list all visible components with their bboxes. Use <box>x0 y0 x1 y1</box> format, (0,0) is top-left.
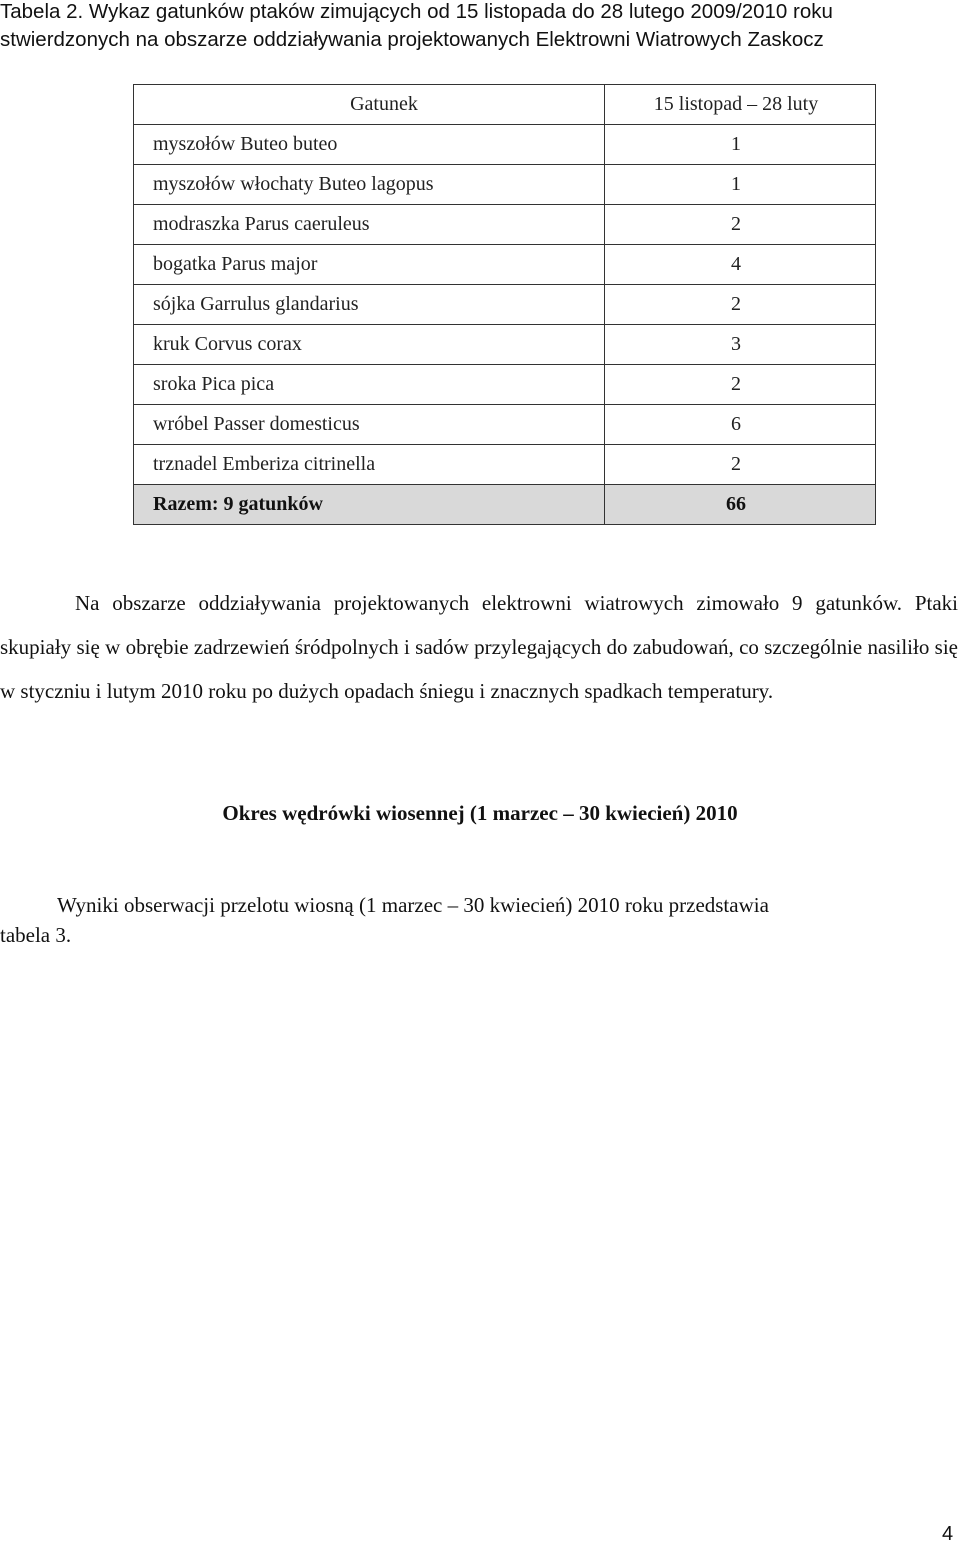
count-cell: 1 <box>605 125 876 165</box>
species-cell: myszołów włochaty Buteo lagopus <box>134 165 605 205</box>
count-cell: 6 <box>605 405 876 445</box>
species-table <box>133 84 876 525</box>
summary-paragraph <box>0 581 958 713</box>
count-cell: 2 <box>605 445 876 485</box>
count-cell: 2 <box>605 285 876 325</box>
count-cell: 2 <box>605 205 876 245</box>
summary-paragraph-text: Na obszarze oddziaływania projektowanych elektrowni wiatrowych zimowało 9 gatunków. Ptaki skupiały się w obrębie zadrzewień śródpolnych i sadów przylegających do zabudowań, co szczególnie nasiliło się w styczniu i lutym 2010 roku po dużych opadach śniegu i znacznych spadkach temperatury. <box>0 591 958 703</box>
total-label-cell: Razem: 9 gatunków <box>134 485 605 525</box>
count-cell: 4 <box>605 245 876 285</box>
table-row <box>134 285 876 325</box>
species-cell: kruk Corvus corax <box>134 325 605 365</box>
page-number: 4 <box>942 1523 954 1545</box>
caption-line-1: Tabela 2. Wykaz gatunków ptaków zimujących od 15 listopada do 28 lutego 2009/2010 roku <box>0 0 833 23</box>
table-header-row <box>134 85 876 125</box>
reference-paragraph <box>0 890 930 950</box>
table-row <box>134 405 876 445</box>
count-cell: 3 <box>605 325 876 365</box>
species-cell: modraszka Parus caeruleus <box>134 205 605 245</box>
caption-line-2: stwierdzonych na obszarze oddziaływania projektowanych Elektrowni Wiatrowych Zaskocz <box>0 28 824 51</box>
species-cell: sroka Pica pica <box>134 365 605 405</box>
table-row <box>134 325 876 365</box>
header-period: 15 listopad – 28 luty <box>605 85 876 125</box>
table-row <box>134 245 876 285</box>
table-caption <box>0 0 958 54</box>
count-cell: 1 <box>605 165 876 205</box>
table-row <box>134 165 876 205</box>
reference-line-1: Wyniki obserwacji przelotu wiosną (1 marzec – 30 kwiecień) 2010 roku przedstawia <box>57 893 769 917</box>
count-cell: 2 <box>605 365 876 405</box>
reference-line-2: tabela 3. <box>0 923 72 947</box>
species-cell: trznadel Emberiza citrinella <box>134 445 605 485</box>
table-row <box>134 365 876 405</box>
section-heading: Okres wędrówki wiosennej (1 marzec – 30 kwiecień) 2010 <box>222 801 738 825</box>
total-count-cell: 66 <box>605 485 876 525</box>
header-species: Gatunek <box>134 85 605 125</box>
table-row <box>134 125 876 165</box>
table-total-row <box>134 485 876 525</box>
species-cell: bogatka Parus major <box>134 245 605 285</box>
table-row <box>134 445 876 485</box>
species-cell: sójka Garrulus glandarius <box>134 285 605 325</box>
species-cell: wróbel Passer domesticus <box>134 405 605 445</box>
species-cell: myszołów Buteo buteo <box>134 125 605 165</box>
table-row <box>134 205 876 245</box>
